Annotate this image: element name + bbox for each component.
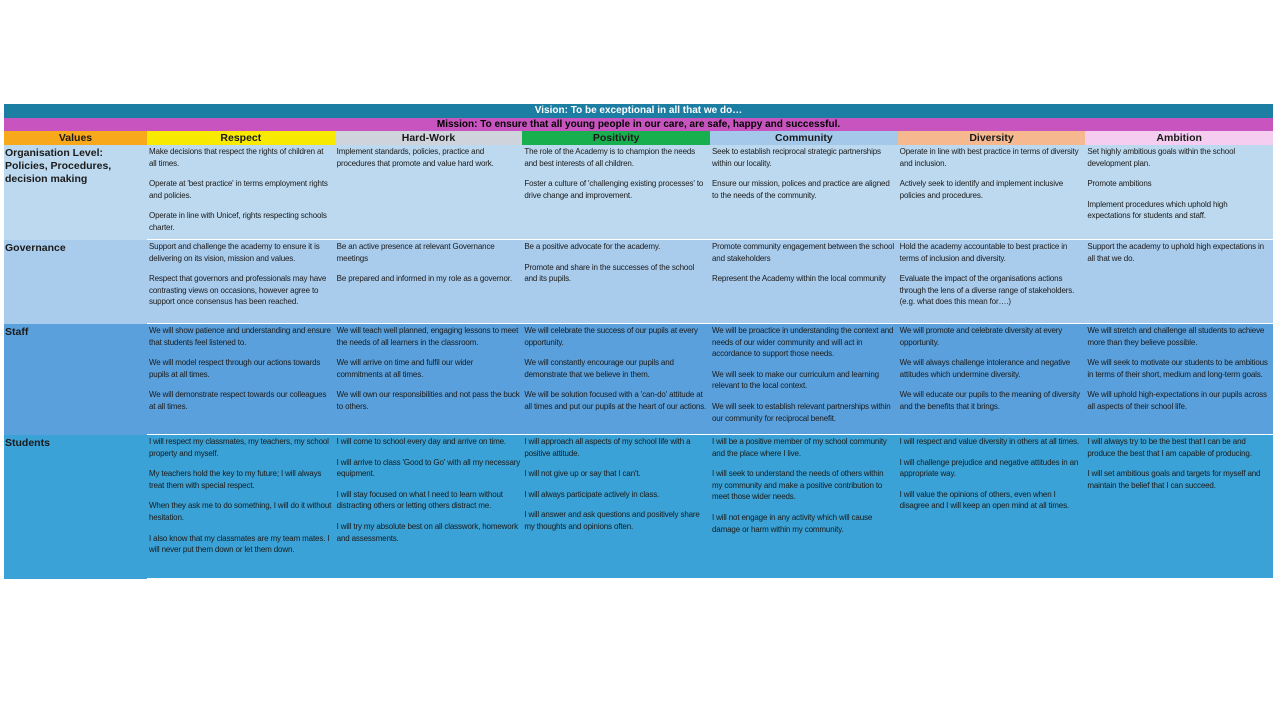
cell-statement: I will always try to be the best that I can be and produce the best that I am capable of producing. bbox=[1087, 437, 1252, 458]
cell-community bbox=[710, 435, 898, 578]
cell-statement: Make decisions that respect the rights of children at all times. bbox=[149, 147, 324, 168]
cell-hard-work bbox=[335, 145, 523, 239]
cell-statement: Ensure our mission, polices and practice are aligned to the needs of the community. bbox=[712, 179, 890, 200]
cell-statement: Represent the Academy within the local community bbox=[712, 274, 886, 284]
cell-ambition bbox=[1085, 145, 1273, 239]
cell-ambition bbox=[1085, 240, 1273, 323]
cell-statement: I will arrive to class 'Good to Go' with all my necessary equipment. bbox=[336, 457, 521, 479]
cell-statement: We will educate our pupils to the meaning of diversity and the benefits that it brings. bbox=[899, 390, 1080, 411]
cell-statement: We will show patience and understanding and ensure that students feel listened to. bbox=[149, 326, 331, 347]
cell-statement: We will model respect through our actions towards pupils at all times. bbox=[149, 358, 321, 379]
header-community: Community bbox=[710, 131, 898, 145]
cell-statement: I will approach all aspects of my school life with a positive attitude. bbox=[524, 437, 691, 458]
cell-respect bbox=[147, 240, 335, 323]
cell-statement: Be prepared and informed in my role as a governor. bbox=[336, 274, 512, 284]
header-respect: Respect bbox=[147, 131, 335, 145]
cell-statement: I will seek to understand the needs of others within my community and make a positive contribution to meet those wider needs. bbox=[712, 469, 884, 502]
cell-statement: I also know that my classmates are my team mates. I will never put them down or let them down. bbox=[149, 533, 330, 555]
cell-statement: We will always challenge intolerance and negative attitudes which undermine diversity. bbox=[899, 358, 1071, 379]
cell-statement: I will always participate actively in class. bbox=[524, 489, 660, 499]
cell-statement: Implement procedures which uphold high expectations for students and staff. bbox=[1087, 199, 1228, 221]
cell-statement: Hold the academy accountable to best practice in terms of inclusion and diversity. bbox=[899, 242, 1068, 263]
cell-diversity bbox=[898, 435, 1086, 578]
cell-respect bbox=[147, 145, 335, 239]
cell-statement: I will come to school every day and arrive on time. bbox=[336, 437, 506, 446]
header-positivity: Positivity bbox=[522, 131, 710, 145]
header-hard-work: Hard-Work bbox=[335, 131, 523, 145]
cell-ambition bbox=[1085, 435, 1273, 578]
cell-statement: We will arrive on time and fulfil our wider commitments at all times. bbox=[336, 358, 474, 379]
cell-statement: We will stretch and challenge all students to achieve more than they believe possible. bbox=[1087, 326, 1265, 347]
cell-statement: We will seek to establish relevant partnerships within our community for reciprocal benefit. bbox=[712, 401, 891, 423]
cell-statement: Implement standards, policies, practice and procedures that promote and value hard work. bbox=[336, 147, 494, 168]
cell-hard-work bbox=[335, 324, 523, 434]
cell-statement: We will promote and celebrate diversity at every opportunity. bbox=[899, 326, 1063, 347]
header-values: Values bbox=[4, 131, 147, 145]
cell-statement: I will stay focused on what I need to learn without distracting others or letting others distract me. bbox=[336, 489, 503, 511]
cell-diversity bbox=[898, 324, 1086, 434]
cell-statement: Seek to establish reciprocal strategic partnerships within our locality. bbox=[712, 147, 881, 168]
cell-community bbox=[710, 324, 898, 434]
cell-community bbox=[710, 240, 898, 323]
cell-positivity bbox=[522, 435, 710, 578]
cell-statement: I will not give up or say that I can't. bbox=[524, 469, 641, 479]
cell-statement: When they ask me to do something, I will do it without hesitation. bbox=[149, 501, 332, 522]
cell-respect bbox=[147, 324, 335, 434]
cell-statement: We will uphold high-expectations in our pupils across all aspects of their school life. bbox=[1087, 390, 1267, 411]
cell-respect bbox=[147, 435, 335, 578]
cell-statement: Support and challenge the academy to ensure it is delivering on its vision, mission and values. bbox=[149, 242, 320, 263]
cell-statement: I will challenge prejudice and negative attitudes in an appropriate way. bbox=[899, 457, 1079, 479]
cell-ambition bbox=[1085, 324, 1273, 434]
cell-hard-work bbox=[335, 240, 523, 323]
cell-statement: We will be proactice in understanding the context and needs of our wider community and will act in accordance to support those needs. bbox=[712, 326, 894, 359]
cell-statement: Promote community engagement between the school and stakeholders bbox=[712, 242, 894, 263]
cell-statement: Promote and share in the successes of the school and its pupils. bbox=[524, 262, 695, 284]
cell-statement: We will seek to make our curriculum and learning relevant to the local context. bbox=[712, 369, 879, 391]
cell-statement: We will celebrate the success of our pupils at every opportunity. bbox=[524, 326, 698, 347]
cell-statement: I will be a positive member of my school community and the place where I live. bbox=[712, 437, 887, 458]
cell-positivity bbox=[522, 145, 710, 239]
header-ambition: Ambition bbox=[1085, 131, 1273, 145]
cell-statement: I will respect and value diversity in others at all times. bbox=[899, 437, 1080, 446]
cell-statement: I will set ambitious goals and targets for myself and maintain the belief that I can succeed. bbox=[1087, 469, 1261, 490]
cell-community bbox=[710, 145, 898, 239]
mission-banner: Mission: To ensure that all young people in our care, are safe, happy and successful. bbox=[4, 118, 1273, 131]
cell-statement: Foster a culture of 'challenging existing processes' to drive change and improvement. bbox=[524, 179, 704, 200]
cell-statement: I will respect my classmates, my teachers, my school property and myself. bbox=[149, 437, 329, 458]
cell-statement: Support the academy to uphold high expectations in all that we do. bbox=[1087, 242, 1264, 263]
cell-statement: Operate in line with Unicef, rights respecting schools charter. bbox=[149, 211, 327, 232]
vision-banner: Vision: To be exceptional in all that we do… bbox=[4, 104, 1273, 118]
cell-diversity bbox=[898, 145, 1086, 239]
cell-statement: Operate at 'best practice' in terms employment rights and policies. bbox=[149, 179, 328, 200]
cell-statement: Evaluate the impact of the organisations actions through the lens of a diverse range of stakeholders. (e.g. what does this mean for….) bbox=[899, 274, 1075, 307]
cell-statement: Actively seek to identify and implement inclusive policies and procedures. bbox=[899, 179, 1064, 200]
cell-statement: We will seek to motivate our students to be ambitious in terms of their short, medium and long-term goals. bbox=[1087, 358, 1268, 379]
cell-statement: Respect that governors and professionals may have contrasting views on occasions, however agree to support once consensus has been reached. bbox=[149, 274, 327, 307]
row-label-staff: Staff bbox=[4, 324, 147, 435]
cell-statement: The role of the Academy is to champion the needs and best interests of all children. bbox=[524, 147, 696, 168]
cell-positivity bbox=[522, 240, 710, 323]
values-grid bbox=[4, 104, 1273, 579]
cell-statement: Promote ambitions bbox=[1087, 179, 1152, 189]
row-label-students: Students bbox=[4, 435, 147, 579]
cell-statement: We will teach well planned, engaging lessons to meet the needs of all learners in the classroom. bbox=[336, 326, 519, 347]
cell-statement: Operate in line with best practice in terms of diversity and inclusion. bbox=[899, 147, 1079, 168]
cell-statement: We will be solution focused with a 'can-do' attitude at all times and put our pupils at the heart of our actions. bbox=[524, 390, 707, 411]
cell-positivity bbox=[522, 324, 710, 434]
cell-statement: Be a positive advocate for the academy. bbox=[524, 242, 661, 251]
cell-statement: My teachers hold the key to my future; I will always treat them with special respect. bbox=[149, 469, 322, 490]
cell-hard-work bbox=[335, 435, 523, 578]
cell-statement: We will constantly encourage our pupils and demonstrate that we believe in them. bbox=[524, 358, 674, 379]
cell-statement: Set highly ambitious goals within the school development plan. bbox=[1087, 147, 1236, 168]
cell-statement: We will own our responsibilities and not pass the buck to others. bbox=[336, 390, 520, 411]
cell-statement: I will try my absolute best on all classwork, homework and assessments. bbox=[336, 521, 518, 543]
cell-diversity bbox=[898, 240, 1086, 323]
cell-statement: We will demonstrate respect towards our colleagues at all times. bbox=[149, 390, 327, 411]
row-label-organisation: Organisation Level: Policies, Procedures, decision making bbox=[4, 145, 147, 240]
header-diversity: Diversity bbox=[898, 131, 1086, 145]
row-label-governance: Governance bbox=[4, 240, 147, 324]
cell-statement: I will value the opinions of others, even when I disagree and I will keep an open mind at all times. bbox=[899, 489, 1069, 511]
cell-statement: I will not engage in any activity which will cause damage or harm within my community. bbox=[712, 512, 873, 534]
cell-statement: I will answer and ask questions and positively share my thoughts and opinions often. bbox=[524, 510, 700, 531]
cell-statement: Be an active presence at relevant Governance meetings bbox=[336, 242, 495, 263]
